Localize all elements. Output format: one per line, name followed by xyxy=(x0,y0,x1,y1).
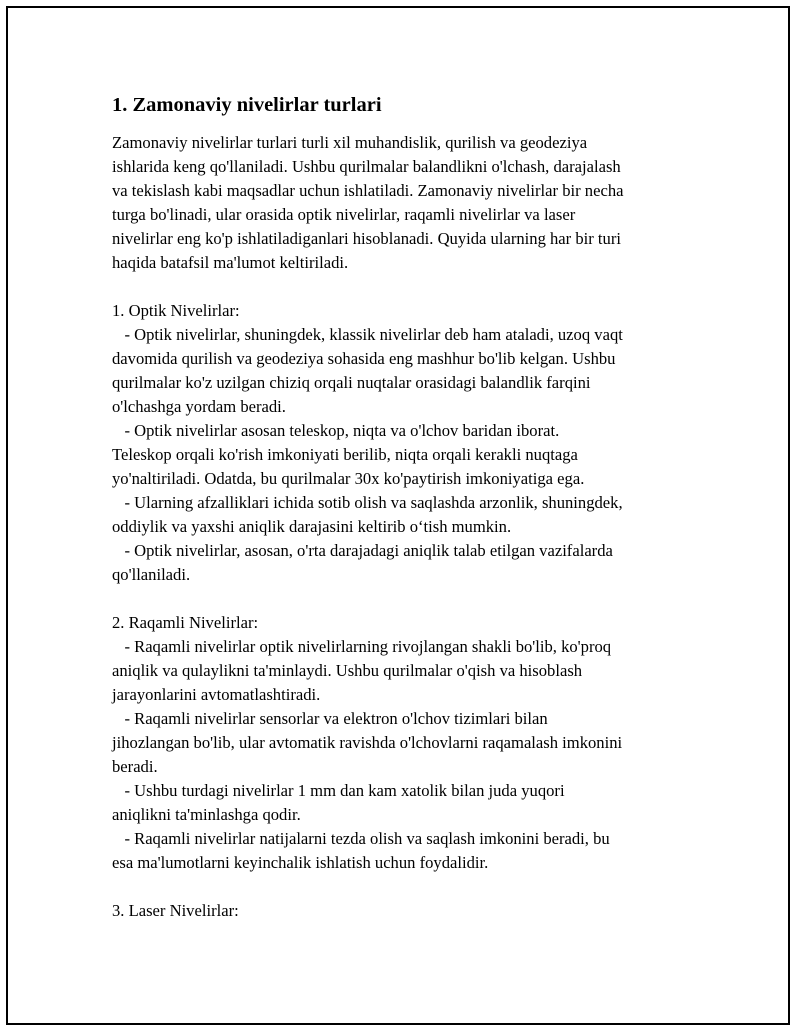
document-content xyxy=(112,92,692,923)
document-title: 1. Zamonaviy nivelirlar turlari xyxy=(112,94,382,116)
document-body: Zamonaviy nivelirlar turlari turli xil muhandislik, qurilish va geodeziya ishlarida keng qo'llaniladi. Ushbu qurilmalar balandlikni o'lchash, darajalash va tekislash kabi maqsadlar uchun ishlatiladi. Zamonaviy nivelirlar bir necha turga bo'linadi, ular orasida optik nivelirlar, raqamli nivelirlar va laser nivelirlar eng ko'p ishlatiladiganlari hisoblanadi. Quyida ularning har bir turi haqida batafsil ma'lumot keltiriladi. 1. Optik Nivelirlar: - Optik nivelirlar, shuningdek, klassik nivelirlar deb ham ataladi, uzoq vaqt davomida qurilish va geodeziya sohasida eng mashhur bo'lib kelgan. Ushbu qurilmalar ko'z uzilgan chiziq orqali nuqtalar orasidagi balandlik farqini o'lchashga yordam beradi. - Optik nivelirlar asosan teleskop, niqta va o'lchov baridan iborat. Teleskop orqali ko'rish imkoniyati berilib, niqta orqali kerakli nuqtaga yo'naltiriladi. Odatda, bu qurilmalar 30x ko'paytirish imkoniyatiga ega. - Ularning afzalliklari ichida sotib olish va saqlashda arzonlik, shuningdek, oddiylik va yaxshi aniqlik darajasini keltirib o‘tish mumkin. - Optik nivelirlar, asosan, o'rta darajadagi aniqlik talab etilgan vazifalarda qo'llaniladi. 2. Raqamli Nivelirlar: - Raqamli nivelirlar optik nivelirlarning rivojlangan shakli bo'lib, ko'proq aniqlik va qulaylikni ta'minlaydi. Ushbu qurilmalar o'qish va hisoblash jarayonlarini avtomatlashtiradi. - Raqamli nivelirlar sensorlar va elektron o'lchov tizimlari bilan jihozlangan bo'lib, ular avtomatik ravishda o'lchovlarni raqamalash imkonini beradi. - Ushbu turdagi nivelirlar 1 mm dan kam xatolik bilan juda yuqori aniqlikni ta'minlashga qodir. - Raqamli nivelirlar natijalarni tezda olish va saqlash imkonini beradi, bu esa ma'lumotlarni keyinchalik ishlatish uchun foydalidir. 3. Laser Nivelirlar: xyxy=(112,133,624,920)
